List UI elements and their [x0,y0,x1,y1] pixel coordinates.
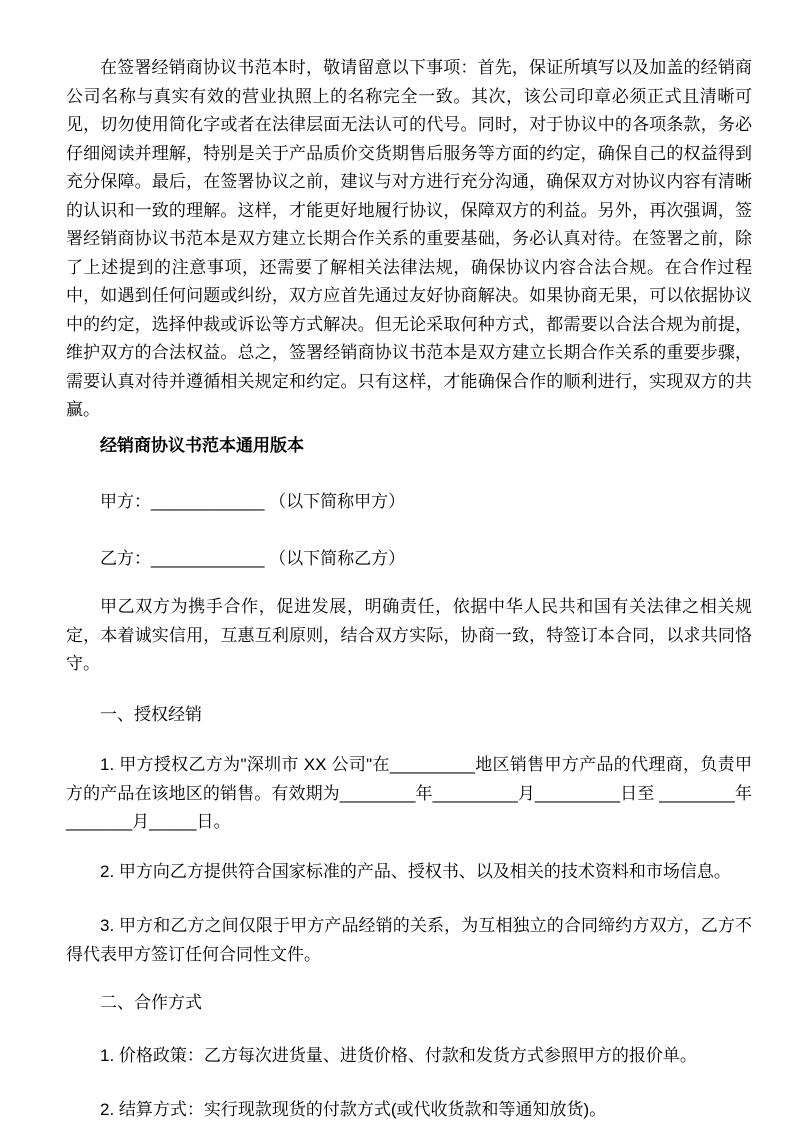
party-a-line: 甲方：____________ （以下简称甲方） [100,492,406,511]
section-2-item-1: 1. 价格政策：乙方每次进货量、进货价格、付款和发货方式参照甲方的报价单。 [100,1045,697,1065]
section-1-item-1: 1. 甲方授权乙方为"深圳市 XX 公司"在_________地区销售甲方产品的代理商，负责甲方的产品在该地区的销售。有效期为________年_________月_________日至 ________年 _______月_____日。 [66,755,752,831]
intro-paragraph: 在签署经销商协议书范本时，敬请留意以下事项：首先，保证所填写以及加盖的经销商公司名称与真实有效的营业执照上的名称完全一致。其次，该公司印章必须正式且清晰可见，切勿使用简化字或者在法律层面无法认可的代号。同时，对于协议中的各项条款，务必仔细阅读并理解，特别是关于产品质价交货期售后服务等方面的约定，确保自己的权益得到充分保障。最后，在签署协议之前，建议与对方进行充分沟通，确保双方对协议内容有清晰的认识和一致的理解。这样，才能更好地履行协议，保障双方的利益。另外，再次强调，签署经销商协议书范本是双方建立长期合作关系的重要基础，务必认真对待。在签署之前，除了上述提到的注意事项，还需要了解相关法律法规，确保协议内容合法合规。在合作过程中，如遇到任何问题或纠纷，双方应首先通过友好协商解决。如果协商无果，可以依据协议中的约定，选择仲裁或诉讼等方式解决。但无论采取何种方式，都需要以合法合规为前提，维护双方的合法权益。总之，签署经销商协议书范本是双方建立长期合作关系的重要步骤，需要认真对待并遵循相关规定和约定。只有这样，才能确保合作的顺利进行，实现双方的共赢。 [66,58,752,419]
preamble-paragraph: 甲乙双方为携手合作，促进发展，明确责任，依据中华人民共和国有关法律之相关规定，本着诚实信用，互惠互利原则，结合双方实际，协商一致，特签订本合同，以求共同恪守。 [66,597,752,673]
document-title: 经销商协议书范本通用版本 [100,435,304,455]
section-1-item-2: 2. 甲方向乙方提供符合国家标准的产品、授权书、以及相关的技术资料和市场信息。 [100,861,731,881]
section-2-heading: 二、合作方式 [100,993,202,1012]
section-1-heading: 一、授权经销 [100,704,202,724]
party-b-line: 乙方：____________ （以下简称乙方） [100,548,406,568]
section-1-item-3: 3. 甲方和乙方之间仅限于甲方产品经销的关系，为互相独立的合同缔约方双方，乙方不得代表甲方签订任何合同性文件。 [66,916,752,964]
section-2-item-2: 2. 结算方式：实行现款现货的付款方式(或代收货款和等通知放货)。 [100,1100,607,1119]
